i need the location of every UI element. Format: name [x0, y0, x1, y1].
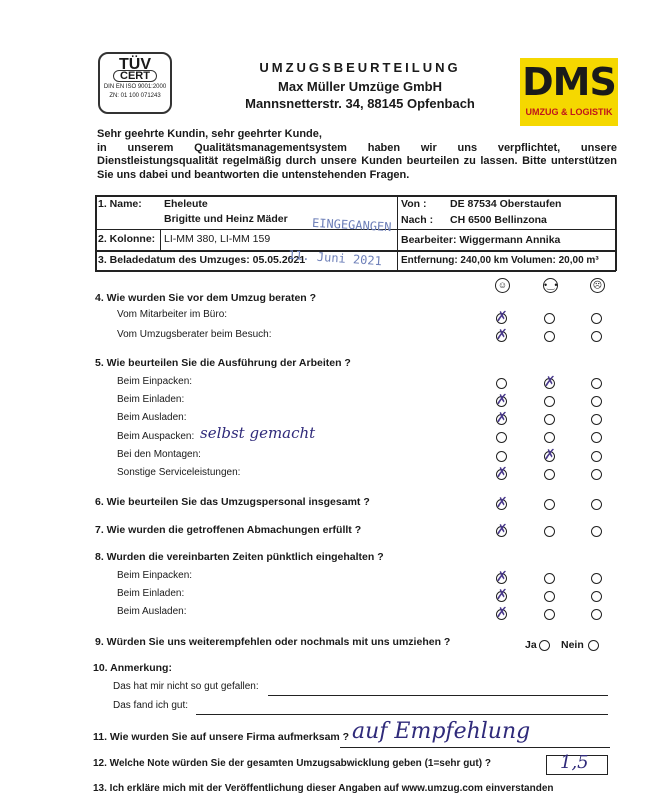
checkmark-icon: ✗	[496, 309, 508, 325]
q9-ja-label: Ja	[525, 639, 537, 651]
beladedatum: 3. Beladedatum des Umzuges: 05.05.2021	[98, 254, 306, 266]
intro-paragraph: in unserem Qualitätsmanagementsystem haben wir uns verpflichtet, unsere Dienstleistungsqualität regelmäßig durch unsere Kunden beurteilen zu lassen. Bitte unterstützen Sie uns dabei und beantworten die untenstehenden Fragen.	[97, 141, 617, 181]
q5-ausladen: Beim Ausladen:	[117, 412, 187, 423]
q8c-sad-radio[interactable]	[591, 609, 602, 620]
q5b-sad-radio[interactable]	[591, 396, 602, 407]
checkmark-icon: ✗	[496, 605, 508, 621]
iso-text: DIN EN ISO 9001:2000	[103, 84, 167, 90]
q10-not-good-line[interactable]	[268, 695, 608, 696]
kolonne-label: 2. Kolonne:	[98, 233, 156, 245]
q10-good: Das fand ich gut:	[113, 700, 189, 711]
bearbeiter: Bearbeiter: Wiggermann Annika	[401, 234, 561, 246]
page-title: UMZUGSBEURTEILUNG	[259, 60, 461, 75]
tuv-cert-logo	[98, 52, 172, 114]
q5a-happy-radio[interactable]	[496, 378, 507, 389]
q9-nein-radio[interactable]	[588, 640, 599, 651]
checkmark-icon: ✗	[496, 522, 508, 538]
q10-not-good: Das hat mir nicht so gut gefallen:	[113, 681, 259, 692]
checkmark-icon: ✗	[544, 374, 556, 390]
q5-einladen: Beim Einladen:	[117, 394, 185, 405]
q5-service: Sonstige Serviceleistungen:	[117, 467, 241, 478]
happy-face-icon: ☺	[495, 278, 510, 293]
checkmark-icon: ✗	[496, 327, 508, 343]
zn-text: ZN: 01 100 071243	[109, 93, 161, 99]
q10-good-line[interactable]	[196, 714, 608, 715]
checkmark-icon: ✗	[496, 495, 508, 511]
q4b-sad-radio[interactable]	[591, 331, 602, 342]
q8a-sad-radio[interactable]	[591, 573, 602, 584]
q4-option-office: Vom Mitarbeiter im Büro:	[117, 309, 228, 320]
q8c-neutral-radio[interactable]	[544, 609, 555, 620]
question-7: 7. Wie wurden die getroffenen Abmachungen erfüllt ?	[95, 524, 362, 536]
q8a-neutral-radio[interactable]	[544, 573, 555, 584]
checkmark-icon: ✗	[496, 569, 508, 585]
nach-value: CH 6500 Bellinzona	[450, 214, 547, 226]
checkmark-icon: ✗	[496, 392, 508, 408]
question-11: 11. Wie wurden Sie auf unsere Firma aufmerksam ?	[93, 731, 350, 743]
q8-einladen: Beim Einladen:	[117, 588, 185, 599]
q5f-sad-radio[interactable]	[591, 469, 602, 480]
q8-ausladen: Beim Ausladen:	[117, 606, 187, 617]
q6-neutral-radio[interactable]	[544, 499, 555, 510]
q4-option-visit: Vom Umzugsberater beim Besuch:	[117, 329, 272, 340]
question-13: 13. Ich erkläre mich mit der Veröffentlichung dieser Angaben auf www.umzug.com einverstanden	[93, 783, 554, 794]
question-9: 9. Würden Sie uns weiterempfehlen oder nochmals mit uns umziehen ?	[95, 636, 451, 648]
dms-logo	[520, 58, 618, 126]
q5-einpacken: Beim Einpacken:	[117, 376, 193, 387]
checkmark-icon: ✗	[496, 465, 508, 481]
q8-einpacken: Beim Einpacken:	[117, 570, 193, 581]
von-value: DE 87534 Oberstaufen	[450, 198, 562, 210]
q5c-sad-radio[interactable]	[591, 414, 602, 425]
q8b-neutral-radio[interactable]	[544, 591, 555, 602]
dms-logo-text: DMS	[522, 60, 616, 104]
neutral-face-icon: •‿•	[543, 278, 558, 293]
q11-handwritten-answer: auf Empfehlung	[352, 719, 531, 744]
intro-text	[97, 128, 617, 182]
checkmark-icon: ✗	[544, 447, 556, 463]
q4b-neutral-radio[interactable]	[544, 331, 555, 342]
q5c-neutral-radio[interactable]	[544, 414, 555, 425]
entfernung-volumen: Entfernung: 240,00 km Volumen: 20,00 m³	[401, 255, 599, 266]
q5-montagen: Bei den Montagen:	[117, 449, 201, 460]
q5a-sad-radio[interactable]	[591, 378, 602, 389]
received-stamp: EINGEGANGEN	[311, 215, 392, 235]
question-8: 8. Wurden die vereinbarten Zeiten pünktlich eingehalten ?	[95, 551, 384, 563]
name-value-2: Brigitte und Heinz Mäder	[164, 213, 288, 225]
q12-handwritten-grade: 1,5	[560, 752, 589, 773]
q5e-sad-radio[interactable]	[591, 451, 602, 462]
q4a-sad-radio[interactable]	[591, 313, 602, 324]
tuv-text: TÜV	[119, 56, 151, 73]
nach-label: Nach :	[401, 214, 434, 226]
von-label: Von :	[401, 198, 427, 210]
cert-text: CERT	[113, 70, 157, 82]
received-stamp-date: 11. Juni 2021	[287, 247, 383, 269]
q5d-happy-radio[interactable]	[496, 432, 507, 443]
question-6: 6. Wie beurteilen Sie das Umzugspersonal insgesamt ?	[95, 496, 370, 508]
name-label: 1. Name:	[98, 198, 142, 210]
q5-auspacken: Beim Auspacken:	[117, 431, 195, 442]
q7-sad-radio[interactable]	[591, 526, 602, 537]
q7-neutral-radio[interactable]	[544, 526, 555, 537]
question-12: 12. Welche Note würden Sie der gesamten Umzugsabwicklung geben (1=sehr gut) ?	[93, 758, 491, 769]
question-10: 10. Anmerkung:	[93, 662, 172, 674]
dms-logo-subtext: UMZUG & LOGISTIK	[525, 107, 613, 117]
question-5: 5. Wie beurteilen Sie die Ausführung der Arbeiten ?	[95, 357, 351, 369]
kolonne-value: LI-MM 380, LI-MM 159	[164, 233, 271, 245]
q9-nein-label: Nein	[561, 639, 584, 651]
checkmark-icon: ✗	[496, 587, 508, 603]
q5b-neutral-radio[interactable]	[544, 396, 555, 407]
company-address: Mannsnetterstr. 34, 88145 Opfenbach	[245, 96, 475, 111]
sad-face-icon: ☹	[590, 278, 605, 293]
q9-ja-radio[interactable]	[539, 640, 550, 651]
q5d-sad-radio[interactable]	[591, 432, 602, 443]
q11-line[interactable]	[340, 747, 610, 748]
q5-handwritten-note: selbst gemacht	[200, 424, 316, 442]
question-4: 4. Wie wurden Sie vor dem Umzug beraten ?	[95, 292, 317, 304]
greeting: Sehr geehrte Kundin, sehr geehrter Kunde,	[97, 128, 322, 140]
q6-sad-radio[interactable]	[591, 499, 602, 510]
checkmark-icon: ✗	[496, 410, 508, 426]
q8b-sad-radio[interactable]	[591, 591, 602, 602]
company-name: Max Müller Umzüge GmbH	[278, 79, 442, 94]
q4a-neutral-radio[interactable]	[544, 313, 555, 324]
name-value-1: Eheleute	[164, 198, 208, 210]
q5d-neutral-radio[interactable]	[544, 432, 555, 443]
q5f-neutral-radio[interactable]	[544, 469, 555, 480]
q5e-happy-radio[interactable]	[496, 451, 507, 462]
